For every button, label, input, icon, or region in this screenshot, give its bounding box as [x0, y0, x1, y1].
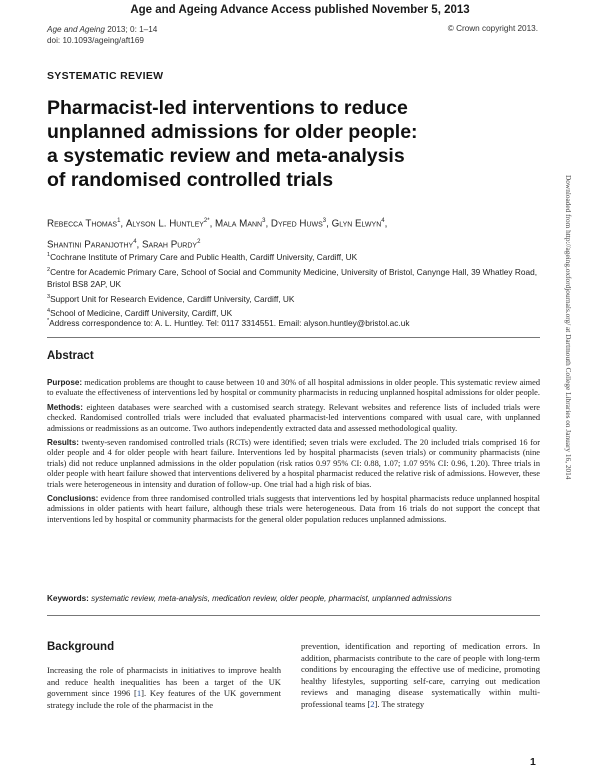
author-affiliation-marker: 4	[381, 218, 385, 224]
abstract-section-text: evidence from three randomised controlled trials suggests that interventions led by hospital pharmacists reduce unplanned hospital admissions in older patients with heart failure, although these trials were heterogeneous. Data from 16 trials do not support the concept that interventions led by hospital or community pharmacists for the general older population reduces unplanned admissions.	[47, 494, 540, 524]
abstract-section-label: Conclusions:	[47, 494, 99, 504]
abstract-body	[47, 378, 540, 529]
affiliation-marker: 1	[47, 252, 51, 258]
article-title	[47, 96, 547, 192]
keywords-label: Keywords:	[47, 594, 89, 603]
body-text: ]. The strategy	[374, 698, 425, 709]
download-stamp	[562, 175, 576, 615]
affiliation-marker: 2	[47, 266, 51, 273]
affiliation-text: School of Medicine, Cardiff University, Cardiff, UK	[50, 308, 233, 319]
correspondence-marker: *	[47, 318, 50, 325]
author-name[interactable]: Glyn Elwyn	[331, 218, 382, 230]
divider	[47, 337, 540, 338]
page-number: 1	[530, 756, 536, 768]
abstract-heading: Abstract	[47, 350, 94, 362]
abstract-section-text: eighteen databases were searched with a customised search strategy. Relevant websites and reference lists of included trials were checked. Randomised controlled trials were included that evaluated pharmacist-led interventions compared with usual care, with unplanned admissions or readmissions as an outcome. Two authors independently extracted data and assessed methodological quality.	[47, 402, 540, 433]
download-stamp-text: Downloaded from http://ageing.oxfordjournals.org/ at Dartmouth College Libraries on January 16, 2014	[564, 175, 573, 480]
abstract-section-label: Purpose:	[47, 378, 83, 387]
journal-citation	[47, 24, 157, 46]
affiliation-text: Support Unit for Research Evidence, Cardiff University, Cardiff, UK	[50, 293, 295, 304]
title-line: Pharmacist-led interventions to reduce	[47, 97, 408, 119]
reference-link[interactable]: 1	[136, 688, 142, 699]
journal-title: Age and Ageing	[47, 25, 105, 34]
author-affiliation-marker: 4	[133, 239, 137, 246]
title-line: unplanned admissions for older people:	[47, 121, 418, 143]
author-affiliation-marker: 3	[322, 218, 327, 224]
title-line: of randomised controlled trials	[47, 169, 334, 191]
affiliation-marker: 3	[47, 293, 51, 300]
affiliation	[47, 291, 537, 306]
body-text: prevention, identification and reporting of medication errors. In addition, pharmacists contribute to the care of people with long-term conditions by encouraging the effective use of medicine, promoting healthy lifestyles, supporting self-care, carrying out medication reviews and managing disease systematically within multi-professional teams [	[301, 641, 540, 709]
author-name[interactable]: Alyson L. Huntley	[125, 218, 204, 230]
divider	[47, 615, 540, 616]
author-name[interactable]: Rebecca Thomas	[47, 218, 118, 230]
article-type: SYSTEMATIC REVIEW	[47, 70, 164, 82]
body-text: Increasing the role of pharmacists in initiatives to improve health and reduce health inequalities has been a target of the UK government since 1996 [	[47, 665, 281, 699]
author-name[interactable]: Mala Mann	[215, 218, 263, 230]
reference-link[interactable]: 2	[370, 698, 375, 709]
affiliation	[47, 249, 537, 264]
affiliation-text: Cochrane Institute of Primary Care and Public Health, Cardiff University, Cardiff, UK	[50, 251, 358, 262]
body-text: ]. Key features of the UK government strategy include the role of the pharmacist in the	[47, 688, 281, 710]
title-line: a systematic review and meta-analysis	[47, 145, 405, 167]
abstract-section-text: medication problems are thought to cause between 10 and 30% of all hospital admissions in older people. This systematic review aimed to evaluate the effectiveness of interventions led by hospital or community pharmacists in reducing unplanned hospital admissions for older people.	[47, 378, 540, 398]
author-affiliation-marker: 2	[197, 239, 201, 246]
abstract-section	[47, 438, 540, 490]
correspondence	[47, 318, 537, 328]
body-column-left	[47, 665, 281, 711]
copyright-notice: © Crown copyright 2013.	[447, 24, 538, 33]
author-name[interactable]: Dyfed Huws	[270, 218, 323, 230]
author-affiliation-marker: 3	[262, 218, 266, 224]
section-heading-background: Background	[47, 641, 115, 653]
author-name[interactable]: Shantini Paranjothy	[47, 239, 134, 251]
doi[interactable]: doi: 10.1093/ageing/aft169	[47, 36, 144, 45]
affiliation-text: Centre for Academic Primary Care, School of Social and Community Medicine, University of Bristol, Canynge Hall, 39 Whatley Road, Bristol BS8 2AP, UK	[47, 266, 538, 290]
affiliation	[47, 264, 537, 291]
abstract-section-text: twenty-seven randomised controlled trials (RCTs) were identified; seven trials were excluded. The 20 included trials comprised 16 for older people and 4 for older people with heart failure. Interventions led by hospital pharmacists (seven trials) or community pharmacists (nine trials) did not reduce unplanned admissions in the older population (risk ratios 0.97 95% CI: 0.88, 1.07; 1.07 95% CI: 0.96, 1.20). Three trials in older people with heart failure showed that interventions delivered by a hospital pharmacist reduced the relative risk of admissions. However, these trials were heterogeneous in intensity and duration of follow-up. One trial had a high risk of bias.	[47, 438, 540, 489]
abstract-section-label: Results:	[47, 438, 79, 448]
affiliation-marker: 4	[47, 308, 51, 315]
keywords	[47, 594, 540, 603]
abstract-section	[47, 378, 540, 399]
author-affiliation-marker: 1	[117, 218, 121, 224]
abstract-section	[47, 494, 540, 525]
advance-access-banner: Age and Ageing Advance Access published November 5, 2013	[130, 4, 470, 16]
keywords-text: systematic review, meta-analysis, medication review, older people, pharmacist, unplanned admissions	[91, 594, 452, 603]
author-affiliation-marker: 2*	[203, 218, 210, 224]
affiliation-list	[47, 249, 537, 320]
abstract-section-label: Methods:	[47, 402, 83, 412]
correspondence-text: Address correspondence to: A. L. Huntley. Tel: 0117 3314551. Email: alyson.huntley@bristol.ac.uk	[49, 318, 410, 328]
author-name[interactable]: Sarah Purdy	[141, 239, 198, 251]
abstract-section	[47, 403, 540, 434]
body-column-right	[301, 641, 540, 711]
citation: 2013; 0: 1–14	[107, 25, 158, 34]
author-list: Rebecca Thomas$^1$, Alyson L. Huntley$^{2*}$, Mala Mann$^3$, Dyfed Huws$^3$, Glyn Elwyn$^4$, Shantini Paranjothy$^4$, Sarah Purdy$^2$	[47, 218, 388, 251]
